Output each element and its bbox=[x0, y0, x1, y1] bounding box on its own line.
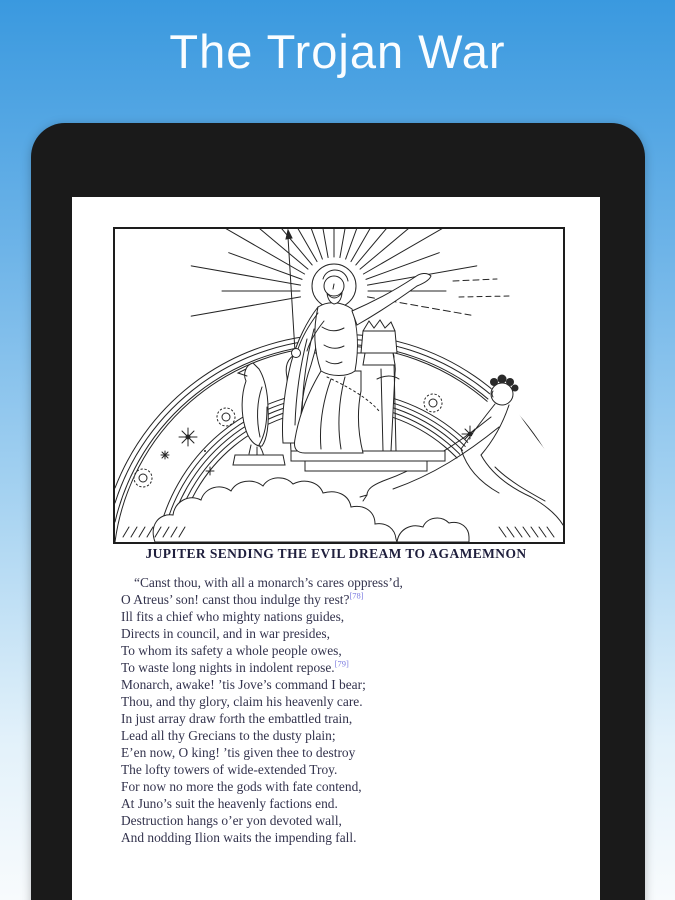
poem-line: Destruction hangs o’er yon devoted wall, bbox=[121, 813, 342, 828]
poem-line: And nodding Ilion waits the impending fall. bbox=[121, 830, 357, 845]
poem-line: In just array draw forth the embattled train, bbox=[121, 711, 353, 726]
illustration-frame bbox=[113, 227, 565, 544]
poem-line: To whom its safety a whole people owes, bbox=[121, 643, 342, 658]
poem bbox=[121, 574, 551, 846]
poem-line: Lead all thy Grecians to the dusty plain; bbox=[121, 728, 336, 743]
poem-line: E’en now, O king! ’tis given thee to destroy bbox=[121, 745, 356, 760]
poem-line: “Canst thou, with all a monarch’s cares oppress’d, bbox=[134, 575, 403, 590]
poem-line: Directs in council, and in war presides, bbox=[121, 626, 330, 641]
poem-line: The lofty towers of wide-extended Troy. bbox=[121, 762, 338, 777]
poem-line: To waste long nights in indolent repose.[79] bbox=[121, 658, 349, 675]
footnote-link-78[interactable]: [78] bbox=[349, 590, 364, 601]
jupiter-figure bbox=[282, 270, 431, 453]
poem-line: Monarch, awake! ’tis Jove’s command I bear; bbox=[121, 677, 366, 692]
poem-line: O Atreus’ son! canst thou indulge thy rest?[78] bbox=[121, 590, 364, 607]
poem-line: Ill fits a chief who mighty nations guides, bbox=[121, 609, 345, 624]
throne-platform bbox=[291, 451, 445, 471]
poem-line: Thou, and thy glory, claim his heavenly care. bbox=[121, 694, 363, 709]
illustration-caption: JUPITER SENDING THE EVIL DREAM TO AGAMEMNON bbox=[145, 546, 527, 561]
footnote-link-79[interactable]: [79] bbox=[334, 658, 349, 669]
altar bbox=[361, 320, 397, 365]
poem-line: For now no more the gods with fate contend, bbox=[121, 779, 362, 794]
eagle bbox=[233, 363, 285, 465]
tablet-device-frame bbox=[31, 123, 645, 900]
poem-line: At Juno’s suit the heavenly factions end. bbox=[121, 796, 338, 811]
jupiter-engraving-illustration bbox=[115, 229, 563, 542]
tablet-screen bbox=[72, 197, 600, 900]
page-title: The Trojan War bbox=[169, 25, 506, 78]
